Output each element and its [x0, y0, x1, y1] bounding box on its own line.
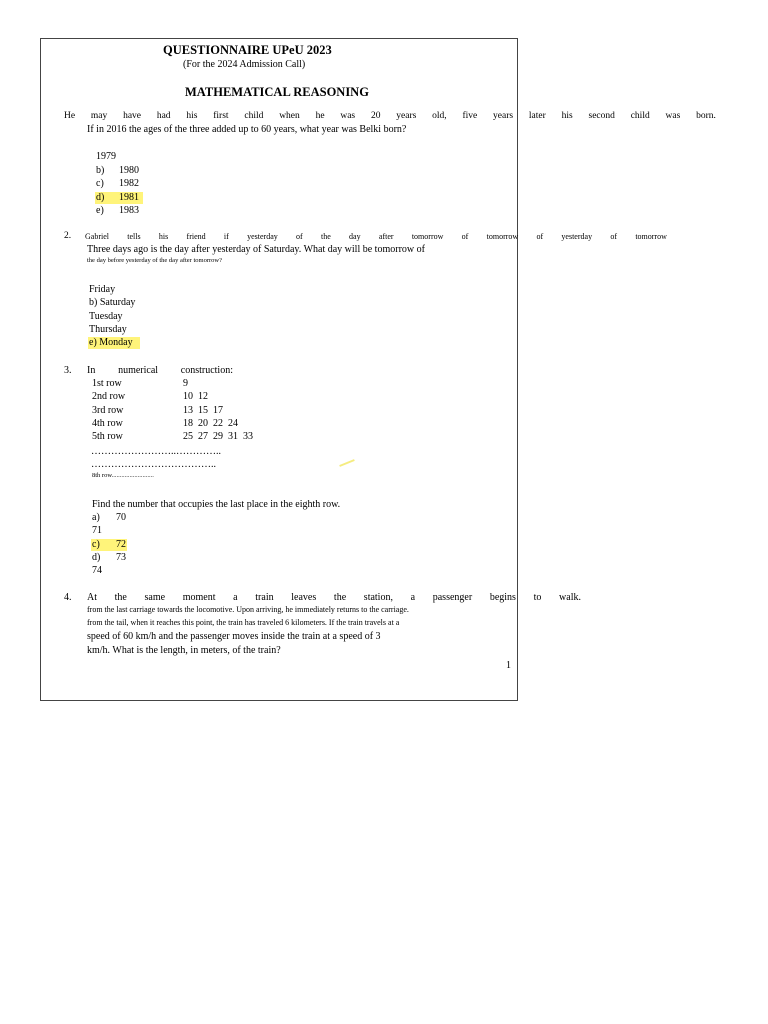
q4-line1-word: train [255, 592, 274, 603]
q2-line1-word: friend [186, 232, 206, 241]
q2-line1-word: his [158, 232, 169, 241]
document-title: QUESTIONNAIRE UPeU 2023 [163, 43, 332, 57]
q3-intro-word: construction: [180, 365, 233, 376]
q2-number: 2. [64, 231, 72, 241]
q4-line1-word: to [533, 592, 542, 603]
q2-option: b) Saturday [89, 297, 136, 309]
q1-line1-word: second [588, 111, 615, 121]
q3-option-value: 71 [92, 525, 102, 537]
q1-line1-word: had [156, 111, 171, 121]
q1-line1-word: years [396, 111, 417, 121]
q3-row8: 8th row.......................... [92, 472, 154, 479]
q3-option-value: 73 [116, 551, 126, 563]
q4-line3: from the tail, when it reaches this point, the train has traveled 6 kilometers. If the train travels at a [87, 618, 400, 627]
q4-line1-word: the [333, 592, 347, 603]
q2-line1-word: tomorrow [635, 232, 667, 241]
q4-line1-word: the [114, 592, 127, 603]
q1-option-letter: c) [96, 178, 104, 189]
page-number: 1 [506, 660, 511, 671]
q3-dots-2: ……………………………….. [91, 459, 216, 470]
q1-option-value: 1983 [119, 205, 139, 216]
q3-question: Find the number that occupies the last place in the eighth row. [92, 499, 341, 510]
q1-line1-word: child [630, 111, 650, 121]
q1-line1-word: was [665, 111, 681, 121]
q1-line1-word: he [315, 111, 325, 121]
q1-option-value: 1980 [119, 164, 139, 176]
q1-option-value: 1981 [119, 191, 139, 203]
q1-line1 [64, 112, 716, 122]
q2-line1-word: if [223, 232, 229, 241]
q1-option-letter: b) [96, 164, 105, 176]
q2-line3: the day before yesterday of the day after tomorrow? [87, 257, 222, 264]
q3-option-letter: c) [92, 538, 100, 550]
q4-number: 4. [64, 592, 72, 603]
q1-line2: If in 2016 the ages of the three added up to 60 years, what year was Belki born? [87, 124, 407, 135]
q1-line1-word: first [213, 111, 229, 121]
q2-line2: Three days ago is the day after yesterday of Saturday. What day will be tomorrow of [87, 244, 425, 255]
q1-line1-word: later [528, 111, 546, 121]
q1-line1-word: years [493, 111, 514, 121]
q1-line1-word: five [462, 111, 478, 121]
q2-line1-word: tells [127, 232, 141, 241]
q3-row-label: 3rd row [92, 404, 124, 416]
q2-line1-word: of [296, 232, 303, 241]
q3-row-label: 2nd row [92, 391, 126, 403]
q2-option: e) Monday [89, 337, 133, 349]
q3-row-values: 9 [183, 378, 188, 389]
q2-line1-word: tomorrow [411, 232, 444, 241]
q4-line1-word: station, [363, 592, 393, 603]
q2-line1-word: yesterday [561, 232, 593, 241]
q3-row-values: 10 12 [183, 391, 208, 403]
q1-line1-word: his [561, 111, 573, 121]
q1-line1-word: his [186, 111, 198, 121]
q4-line5: km/h. What is the length, in meters, of the train? [87, 645, 281, 656]
q1-option-value: 1979 [96, 151, 116, 162]
q3-row-values: 18 20 22 24 [183, 417, 238, 429]
q2-line1 [85, 233, 667, 241]
q4-line2: from the last carriage towards the locomotive. Upon arriving, he immediately returns to the carriage. [87, 605, 409, 614]
q4-line4: speed of 60 km/h and the passenger moves inside the train at a speed of 3 [87, 631, 381, 642]
q1-line1-word: have [123, 111, 141, 121]
q1-line1-word: born. [696, 111, 716, 121]
section-heading: MATHEMATICAL REASONING [185, 85, 369, 99]
q3-number: 3. [64, 365, 72, 376]
q2-option: Friday [89, 284, 116, 295]
q2-line1-word: of [536, 232, 544, 241]
q3-row-values: 25 27 29 31 33 [183, 431, 253, 443]
q3-option-value: 70 [116, 512, 126, 523]
q3-intro-word: In [87, 365, 96, 376]
q4-line1-word: a [410, 592, 416, 603]
q4-line1-word: walk. [559, 592, 581, 603]
q1-line1-word: child [244, 111, 264, 121]
q2-option: Tuesday [89, 310, 123, 322]
q1-line1-word: He [64, 111, 76, 121]
q4-line1-word: same [144, 592, 166, 603]
q4-line1-word: passenger [432, 592, 473, 603]
document-subtitle: (For the 2024 Admission Call) [183, 59, 306, 70]
q1-line1-word: was [340, 111, 356, 121]
q1-option-letter: e) [96, 205, 104, 216]
q3-option-value: 72 [116, 538, 126, 550]
q4-line1-word: At [87, 592, 97, 603]
q1-line1-word: may [90, 111, 108, 121]
q4-line1-word: begins [489, 592, 516, 603]
q2-line1-word: Gabriel [85, 232, 109, 241]
q1-line1-word: when [279, 111, 300, 121]
q3-intro [87, 366, 233, 376]
q2-line1-word: of [610, 232, 618, 241]
q1-line1-word: 20 [370, 111, 381, 121]
q3-option-value: 74 [92, 565, 102, 577]
q3-row-label: 1st row [92, 378, 122, 389]
q3-dots-1: ……………………..………….. [91, 446, 221, 457]
q4-line1 [87, 593, 581, 603]
q2-option: Thursday [89, 323, 127, 335]
q3-row-label: 4th row [92, 417, 123, 429]
q4-line1-word: moment [182, 592, 216, 603]
q3-option-letter: a) [92, 512, 100, 523]
q4-line1-word: leaves [291, 592, 317, 603]
q2-line1-word: of [461, 232, 469, 241]
q1-option-value: 1982 [119, 178, 139, 189]
q2-line1-word: the [320, 232, 331, 241]
q2-line1-word: day [349, 232, 361, 241]
q3-intro-word: numerical [118, 365, 159, 376]
q2-line1-word: tomorrow [486, 232, 519, 241]
q2-line1-word: after [378, 232, 394, 241]
q3-option-letter: d) [92, 551, 101, 563]
q3-row-label: 5th row [92, 431, 123, 443]
q1-line1-word: old, [432, 111, 447, 121]
q4-line1-word: a [233, 592, 238, 603]
q1-option-letter: d) [96, 191, 105, 203]
q3-row-values: 13 15 17 [183, 404, 223, 416]
q2-line1-word: yesterday [247, 232, 278, 241]
